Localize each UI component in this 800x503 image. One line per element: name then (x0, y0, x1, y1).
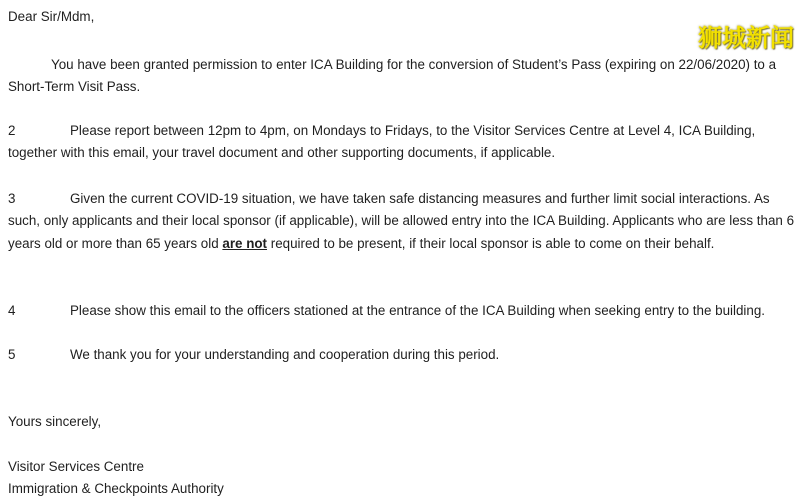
signature-line-2: Immigration & Checkpoints Authority (8, 481, 224, 496)
paragraph-3 (8, 188, 798, 255)
paragraph-4 (8, 300, 798, 322)
paragraph-3-number: 3 (8, 191, 16, 206)
signature-line-1: Visitor Services Centre (8, 459, 144, 474)
paragraph-1-text: You have been granted permission to enter ICA Building for the conversion of Student’s Pass (expiring on 22/06/2020) to a Short-Term Visit Pass. (8, 57, 777, 95)
greeting: Dear Sir/Mdm, (8, 9, 95, 24)
paragraph-3-text-after: required to be present, if their local sponsor is able to come on their behalf. (267, 235, 715, 251)
closing: Yours sincerely, (8, 414, 102, 429)
watermark-logo: 狮城新闻 (698, 24, 794, 52)
paragraph-3-text-before: Given the current COVID-19 situation, we have taken safe distancing measures and further limit social interactions. As such, only applicants and their local sponsor (if applicable), will be allowed entry into the ICA Building. Applicants who are less than 6 years old or more than 65 years old (8, 191, 795, 251)
paragraph-2-number: 2 (8, 123, 16, 138)
paragraph-5-text: We thank you for your understanding and cooperation during this period. (70, 347, 500, 362)
paragraph-5-number: 5 (8, 347, 16, 362)
paragraph-3-emphasis: are not (222, 235, 268, 251)
paragraph-4-number: 4 (8, 303, 16, 318)
paragraph-2-text: Please report between 12pm to 4pm, on Mondays to Fridays, to the Visitor Services Centre at Level 4, ICA Building, together with this email, your travel document and other supporting documents, if applicable. (8, 123, 756, 161)
paragraph-5 (8, 344, 798, 366)
paragraph-4-text: Please show this email to the officers stationed at the entrance of the ICA Building when seeking entry to the building. (70, 303, 765, 318)
paragraph-2 (8, 120, 798, 165)
paragraph-1 (8, 54, 798, 99)
